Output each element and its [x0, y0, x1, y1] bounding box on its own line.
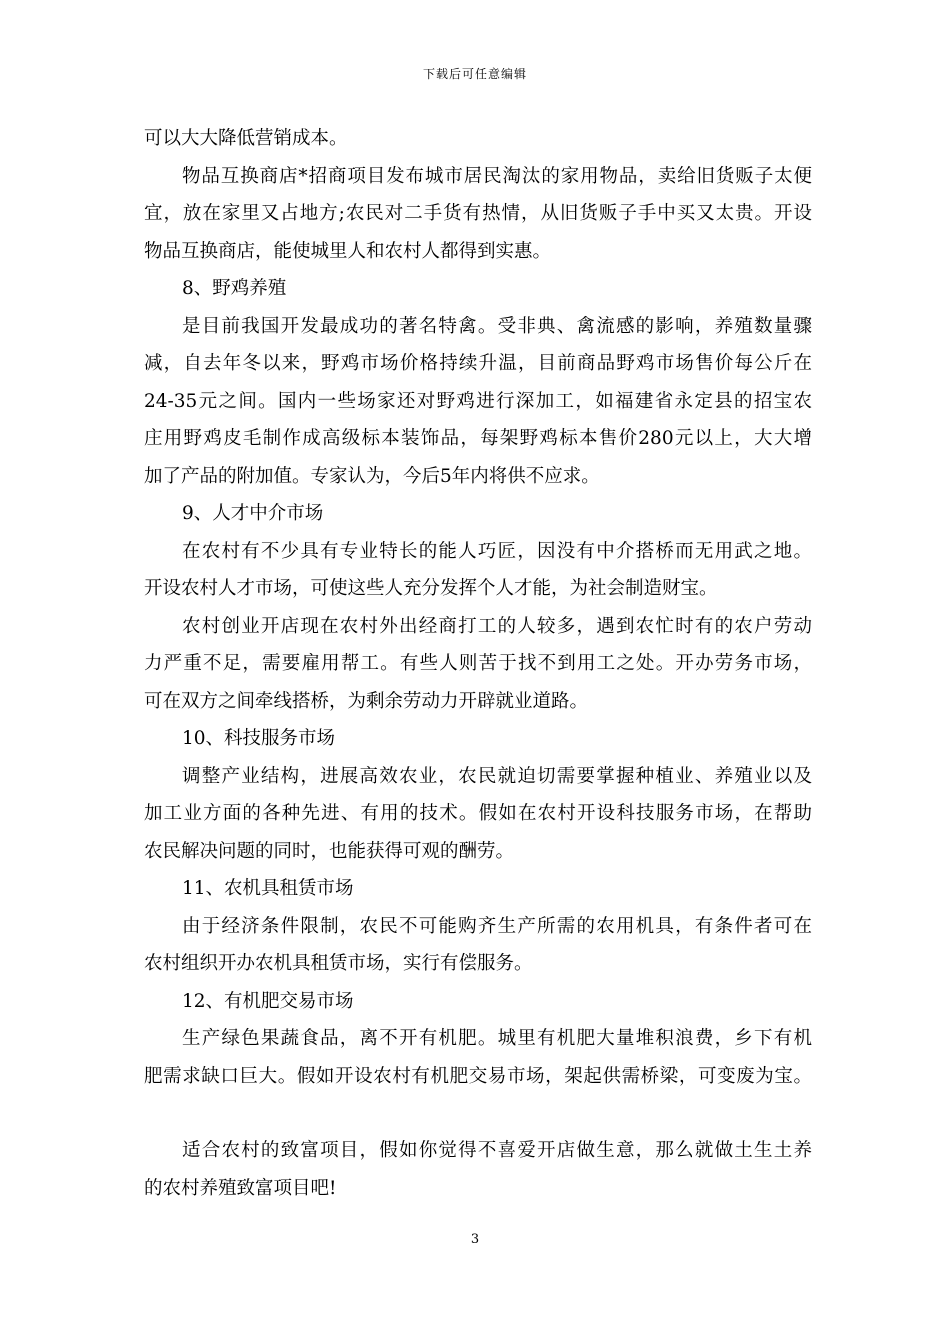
paragraph-line: 由于经济条件限制，农民不可能购齐生产所需的农用机具，有条件者可在 [182, 915, 812, 937]
paragraph-line: 开设农村人才市场，可使这些人充分发挥个人才能，为社会制造财宝。 [144, 578, 718, 599]
page-number: 3 [470, 1232, 480, 1247]
paragraph-line: 在农村有不少具有专业特长的能人巧匠，因没有中介搭桥而无用武之地。 [182, 540, 812, 562]
paragraph-line: 生产绿色果蔬食品，离不开有机肥。城里有机肥大量堆积浪费，乡下有机 [182, 1028, 812, 1049]
paragraph-line: 农村组织开办农机具租赁市场，实行有偿服务。 [144, 953, 533, 974]
paragraph-line: 的农村养殖致富项目吧! [144, 1177, 337, 1199]
blank-line [144, 1095, 812, 1132]
paragraph-line: 农民解决问题的同时，也能获得可观的酬劳。 [144, 840, 515, 862]
page-header: 下载后可任意编辑 [422, 67, 527, 81]
paragraph-line: 农村创业开店现在农村外出经商打工的人较多，遇到农忙时有的农户劳动 [182, 615, 812, 637]
paragraph-line: 宜，放在家里又占地方;农民对二手货有热情，从旧货贩子手中买又太贵。开设 [144, 203, 812, 224]
paragraph-line: 庄用野鸡皮毛制作成高级标本装饰品，每架野鸡标本售价280元以上，大大增 [144, 428, 812, 449]
section-heading-11: 11、农机具租赁市场 [182, 878, 354, 899]
paragraph-line: 是目前我国开发最成功的著名特禽。受非典、禽流感的影响，养殖数量骤 [182, 315, 812, 337]
paragraph-line: 力严重不足，需要雇用帮工。有些人则苦于找不到用工之处。开办劳务市场， [144, 653, 812, 674]
section-heading-12: 12、有机肥交易市场 [182, 990, 354, 1012]
paragraph-line: 肥需求缺口巨大。假如开设农村有机肥交易市场，架起供需桥梁，可变废为宝。 [144, 1065, 812, 1087]
paragraph-line: 减，自去年冬以来，野鸡市场价格持续升温，目前商品野鸡市场售价每公斤在 [144, 353, 812, 374]
paragraph-line: 调整产业结构，进展高效农业，农民就迫切需要掌握种植业、养殖业以及 [182, 765, 812, 787]
paragraph-line: 加工业方面的各种先进、有用的技术。假如在农村开设科技服务市场，在帮助 [144, 803, 812, 824]
paragraph-line: 物品互换商店*招商项目发布城市居民淘汰的家用物品，卖给旧货贩子太便 [182, 165, 812, 187]
paragraph-line: 24-35元之间。国内一些场家还对野鸡进行深加工，如福建省永定县的招宝农 [144, 390, 812, 412]
paragraph-line: 可在双方之间牵线搭桥，为剩余劳动力开辟就业道路。 [144, 690, 589, 712]
paragraph-line: 加了产品的附加值。专家认为，今后5年内将供不应求。 [144, 465, 600, 487]
section-heading-8: 8、野鸡养殖 [182, 278, 287, 299]
paragraph-line: 物品互换商店，能使城里人和农村人都得到实惠。 [144, 240, 552, 262]
document-body [144, 120, 812, 1207]
section-heading-9: 9、人才中介市场 [182, 503, 324, 524]
paragraph-line: 可以大大降低营销成本。 [144, 128, 348, 149]
paragraph-line: 适合农村的致富项目，假如你觉得不喜爱开店做生意，那么就做土生土养 [182, 1140, 812, 1161]
section-heading-10: 10、科技服务市场 [182, 728, 336, 749]
